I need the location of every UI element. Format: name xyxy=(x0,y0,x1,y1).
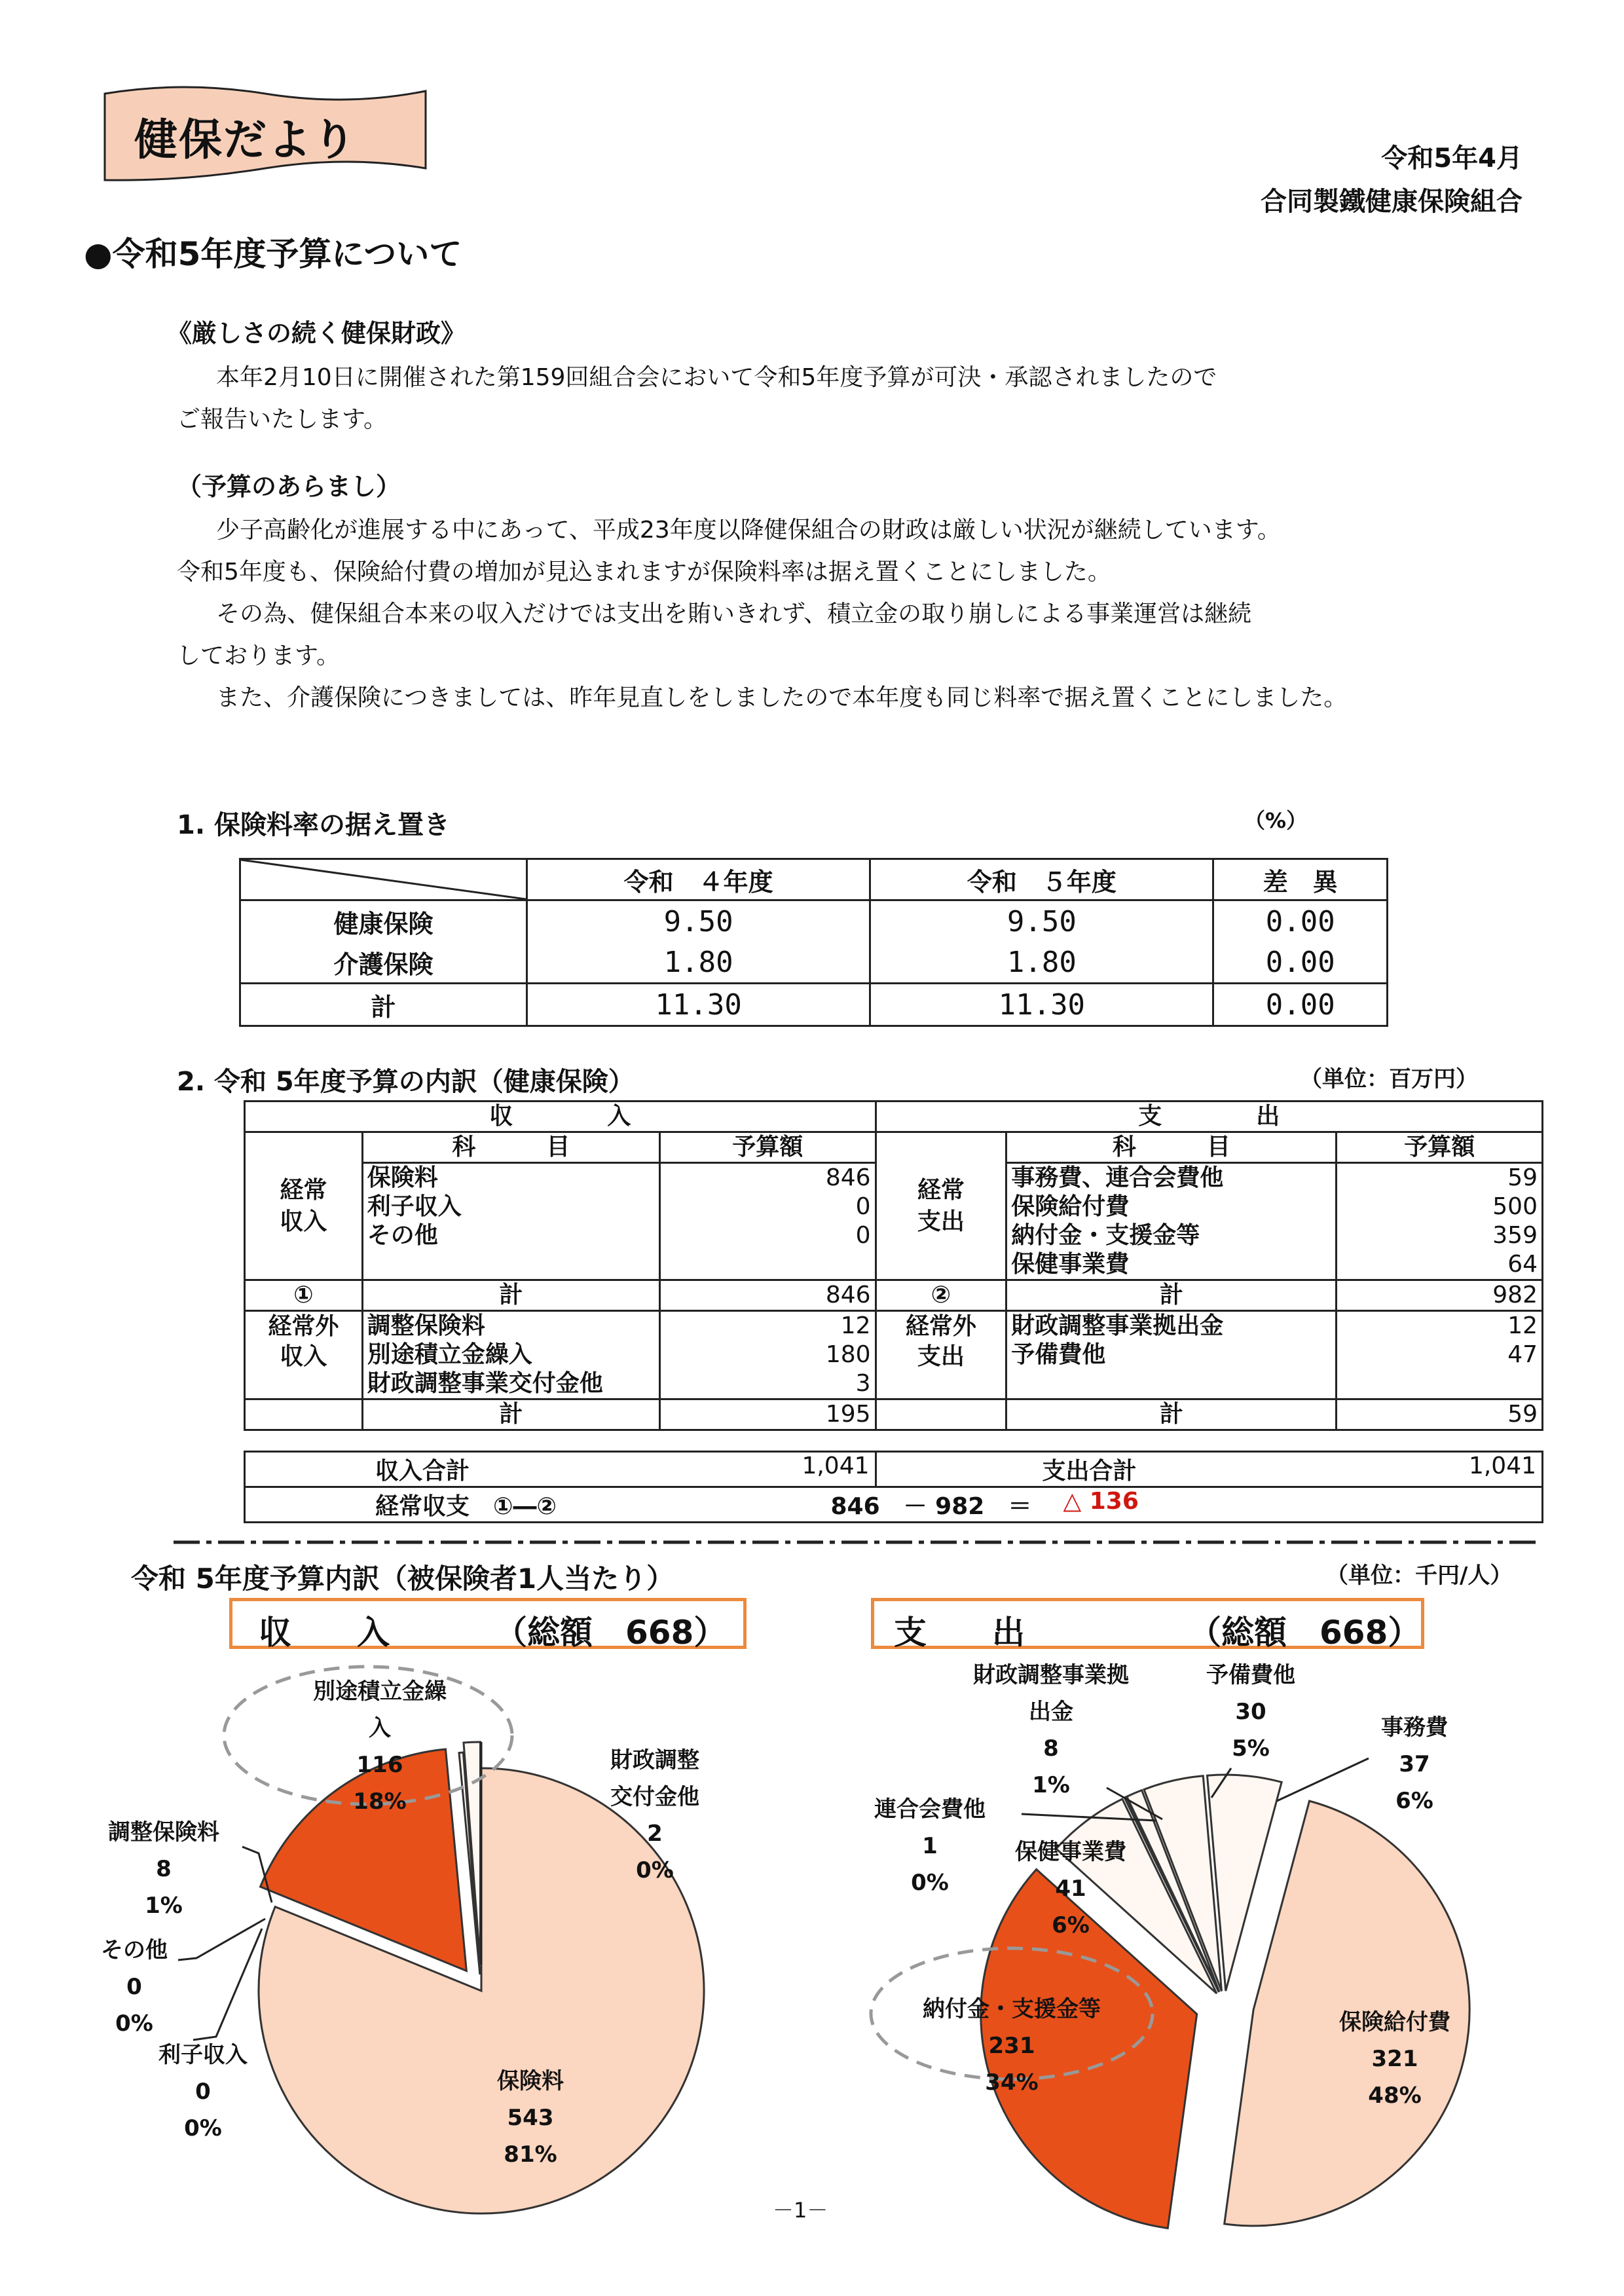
income-chart-title: 収 入 xyxy=(259,1614,390,1652)
item-value: 846 xyxy=(660,1163,876,1193)
row-label: 介護保険 xyxy=(240,942,527,984)
mark-1: ① xyxy=(245,1280,363,1311)
item-name: 納付金・支援金等 xyxy=(1006,1221,1337,1250)
item-name: 財政調整事業拠出金 xyxy=(1006,1311,1337,1341)
slice-percent: 1% xyxy=(145,1893,183,1919)
subheading-finance: 《厳しさの続く健保財政》 xyxy=(167,319,466,348)
cell-value: 1.80 xyxy=(870,942,1213,984)
item-name: 予備費他 xyxy=(1006,1341,1337,1369)
slice-name: 入 xyxy=(369,1715,391,1741)
slice-percent: 34% xyxy=(985,2069,1039,2096)
table-row xyxy=(240,900,1388,942)
slice-percent: 0% xyxy=(636,1857,674,1883)
slice-name: 納付金・支援金等 xyxy=(923,1996,1101,2022)
slice-name: 出金 xyxy=(1029,1699,1073,1725)
slice-name: 保健事業費 xyxy=(1015,1839,1126,1865)
slice-percent: 0% xyxy=(184,2115,222,2141)
expense-chart-title: 支 出 xyxy=(894,1614,1025,1652)
summary-line: また、介護保険につきましては、昨年見直しをしましたので本年度も同じ料率で据え置くことにしました。 xyxy=(216,684,1348,711)
budget-table xyxy=(244,1100,1543,1431)
income-total-value: 1,041 xyxy=(802,1453,870,1479)
slice-value: 116 xyxy=(356,1752,403,1778)
subtotal-row xyxy=(245,1399,1543,1430)
slice-value: 1 xyxy=(922,1833,938,1859)
dashed-separator xyxy=(174,1540,1542,1544)
subtotal-label: 計 xyxy=(362,1399,659,1430)
subtotal-label: 計 xyxy=(362,1280,659,1311)
col-header-r5: 令和 ５年度 xyxy=(870,859,1213,900)
amount-header: 予算額 xyxy=(660,1132,876,1163)
slice-percent: 18% xyxy=(353,1788,407,1815)
col-header-diff: 差 異 xyxy=(1213,859,1388,900)
balance-label: 経常収支 ①―② xyxy=(375,1493,557,1520)
slice-value: 37 xyxy=(1399,1751,1430,1777)
slice-name: 調整保険料 xyxy=(108,1819,219,1845)
cell-value: 9.50 xyxy=(870,900,1213,942)
slice-name: 交付金他 xyxy=(610,1784,699,1810)
banner-title: 健保だより xyxy=(134,115,357,165)
subtotal-label: 計 xyxy=(1006,1399,1337,1430)
item-value: 359 xyxy=(1337,1221,1543,1250)
item-header: 科 目 xyxy=(1006,1132,1337,1163)
row-label: 計 xyxy=(240,984,527,1026)
intro-line: 本年2月10日に開催された第159回組合会において令和5年度予算が可決・承認されましたので xyxy=(216,364,1217,391)
slice-name: 事務費 xyxy=(1381,1714,1448,1741)
item-name: 保険料 xyxy=(362,1163,659,1193)
item-name: 事務費、連合会費他 xyxy=(1006,1163,1337,1193)
ordinary-expense-label: 経常 支出 xyxy=(876,1132,1006,1280)
item-value: 12 xyxy=(660,1311,876,1341)
slice-value: 231 xyxy=(988,2033,1035,2059)
cell-value: 1.80 xyxy=(527,942,870,984)
item-value: 180 xyxy=(660,1341,876,1369)
expense-total-cell xyxy=(876,1452,1543,1487)
section1-unit: （%） xyxy=(1244,808,1308,833)
cell-value: 9.50 xyxy=(527,900,870,942)
section2-title: 2. 令和 5年度予算の内訳（健康保険） xyxy=(177,1067,635,1097)
label-nofukin xyxy=(891,1991,1133,2101)
label-hoken-jigyo xyxy=(992,1834,1149,1944)
blank-cell xyxy=(876,1399,1006,1430)
subtotal-value: 846 xyxy=(660,1280,876,1311)
cell-value: 11.30 xyxy=(527,984,870,1026)
intro-paragraph xyxy=(177,357,1526,441)
slice-value: 321 xyxy=(1371,2046,1418,2072)
slice-percent: 6% xyxy=(1395,1788,1433,1814)
slice-value: 30 xyxy=(1235,1699,1266,1725)
rate-table xyxy=(239,858,1388,1027)
summary-line: 令和5年度も、保険給付費の増加が見込まれますが保険料率は据え置くことにしました。 xyxy=(177,559,1111,585)
label-rengokai xyxy=(851,1791,1008,1901)
income-total-label: 収入合計 xyxy=(375,1458,470,1485)
cell-value: 0.00 xyxy=(1213,900,1388,942)
label-rishi xyxy=(138,2037,268,2147)
section3-unit: （単位：千円/人） xyxy=(1326,1563,1513,1589)
item-name: 別途積立金繰入 xyxy=(362,1341,659,1369)
slice-name: 保険料 xyxy=(497,2068,564,2094)
totals-table xyxy=(244,1451,1543,1523)
mark-2: ② xyxy=(876,1280,1006,1311)
item-name: 保健事業費 xyxy=(1006,1250,1337,1280)
table-row xyxy=(245,1311,1543,1341)
item-value: 3 xyxy=(660,1369,876,1399)
balance-formula: 846 － 982 ＝ xyxy=(830,1493,1032,1520)
subtotal-value: 195 xyxy=(660,1399,876,1430)
item-name: 調整保険料 xyxy=(362,1311,659,1341)
item-value: 500 xyxy=(1337,1193,1543,1221)
slice-name: 利子収入 xyxy=(158,2042,248,2068)
slice-value: 543 xyxy=(507,2105,554,2131)
issue-date: 令和5年4月 xyxy=(1381,143,1522,174)
expense-total-value: 1,041 xyxy=(1468,1453,1536,1479)
subtotal-value: 982 xyxy=(1337,1280,1543,1311)
balance-result: △ 136 xyxy=(1063,1488,1139,1515)
slice-percent: 6% xyxy=(1052,1912,1090,1938)
income-chart-header xyxy=(229,1598,747,1652)
income-total-cell xyxy=(245,1452,876,1487)
subtotal-row xyxy=(245,1280,1543,1311)
income-header: 収 入 xyxy=(245,1102,876,1132)
expense-header: 支 出 xyxy=(876,1102,1542,1132)
expense-chart-header xyxy=(871,1598,1424,1652)
income-chart-total: （総額 668） xyxy=(494,1614,727,1652)
label-zaisei-income xyxy=(589,1742,720,1889)
table-row xyxy=(240,942,1388,984)
blank-cell xyxy=(245,1399,363,1430)
summary-line: しております。 xyxy=(177,642,341,669)
section1-title: 1. 保険料率の据え置き xyxy=(177,810,450,840)
slice-name: 連合会費他 xyxy=(874,1796,986,1823)
item-value: 47 xyxy=(1337,1341,1543,1369)
label-jimu xyxy=(1362,1709,1467,1819)
subtotal-label: 計 xyxy=(1006,1280,1337,1311)
slice-percent: 0% xyxy=(115,2010,153,2037)
summary-paragraph xyxy=(177,509,1526,719)
item-name: その他 xyxy=(362,1221,659,1250)
item-name xyxy=(1006,1369,1337,1399)
label-chosei xyxy=(85,1814,242,1924)
item-name: 利子収入 xyxy=(362,1193,659,1221)
slice-percent: 0% xyxy=(911,1870,949,1896)
intro-line: ご報告いたします。 xyxy=(177,406,388,433)
slice-value: 0 xyxy=(126,1974,142,2000)
label-kyufu xyxy=(1316,2004,1473,2114)
slice-percent: 81% xyxy=(504,2141,557,2168)
item-header: 科 目 xyxy=(362,1132,659,1163)
item-name xyxy=(362,1250,659,1280)
label-sonota xyxy=(85,1932,183,2042)
item-value xyxy=(1337,1369,1543,1399)
item-value: 0 xyxy=(660,1221,876,1250)
balance-cell xyxy=(245,1487,1543,1523)
subtotal-value: 59 xyxy=(1337,1399,1543,1430)
slice-value: 41 xyxy=(1055,1876,1086,1902)
organization-name: 合同製鐵健康保険組合 xyxy=(1261,187,1522,217)
expense-chart-total: （総額 668） xyxy=(1189,1614,1421,1652)
row-label: 健康保険 xyxy=(240,900,527,942)
slice-percent: 48% xyxy=(1368,2083,1422,2109)
section3-title: 令和 5年度予算内訳（被保険者1人当たり） xyxy=(131,1563,674,1595)
summary-line: その為、健保組合本来の収入だけでは支出を賄いきれず、積立金の取り崩しによる事業運営は継続 xyxy=(216,601,1252,627)
label-zaisei-expense xyxy=(943,1657,1159,1804)
slice-value: 8 xyxy=(1043,1735,1059,1762)
amount-header: 予算額 xyxy=(1337,1132,1543,1163)
cell-value: 0.00 xyxy=(1213,984,1388,1026)
item-value: 64 xyxy=(1337,1250,1543,1280)
page-heading: ●令和5年度予算について xyxy=(84,235,462,273)
diagonal-cell xyxy=(240,859,527,900)
item-value xyxy=(660,1250,876,1280)
label-hokenryo xyxy=(471,2063,589,2173)
label-yobi xyxy=(1192,1657,1310,1767)
slice-name: 財政調整 xyxy=(610,1747,699,1773)
slice-value: 0 xyxy=(195,2079,211,2105)
cell-value: 11.30 xyxy=(870,984,1213,1026)
summary-line: 少子高齢化が進展する中にあって、平成23年度以降健保組合の財政は厳しい状況が継続しています。 xyxy=(216,517,1281,544)
leader-line xyxy=(193,1929,262,2040)
slice-name: その他 xyxy=(101,1937,168,1963)
ordinary-income-label: 経常 収入 xyxy=(245,1132,363,1280)
expense-total-label: 支出合計 xyxy=(1042,1458,1137,1485)
slice-name: 別途積立金繰 xyxy=(313,1678,447,1705)
item-value: 12 xyxy=(1337,1311,1543,1341)
slice-name: 保険給付費 xyxy=(1339,2009,1450,2035)
item-value: 59 xyxy=(1337,1163,1543,1193)
slice-percent: 5% xyxy=(1232,1735,1270,1762)
item-value: 0 xyxy=(660,1193,876,1221)
slice-name: 財政調整事業拠 xyxy=(973,1662,1129,1688)
slice-value: 2 xyxy=(647,1821,663,1847)
table-row xyxy=(240,984,1388,1026)
col-header-r4: 令和 ４年度 xyxy=(527,859,870,900)
cell-value: 0.00 xyxy=(1213,942,1388,984)
extra-income-label: 経常外 収入 xyxy=(245,1311,363,1399)
subheading-summary: （予算のあらまし） xyxy=(177,472,401,501)
slice-value: 8 xyxy=(156,1856,172,1882)
section2-unit: （単位：百万円） xyxy=(1300,1066,1478,1092)
page-number: －1－ xyxy=(773,2198,828,2223)
slice-percent: 1% xyxy=(1032,1772,1070,1798)
extra-expense-label: 経常外 支出 xyxy=(876,1311,1006,1399)
item-name: 財政調整事業交付金他 xyxy=(362,1369,659,1399)
item-name: 保険給付費 xyxy=(1006,1193,1337,1221)
label-betto xyxy=(288,1673,471,1820)
slice-name: 予備費他 xyxy=(1206,1662,1295,1688)
